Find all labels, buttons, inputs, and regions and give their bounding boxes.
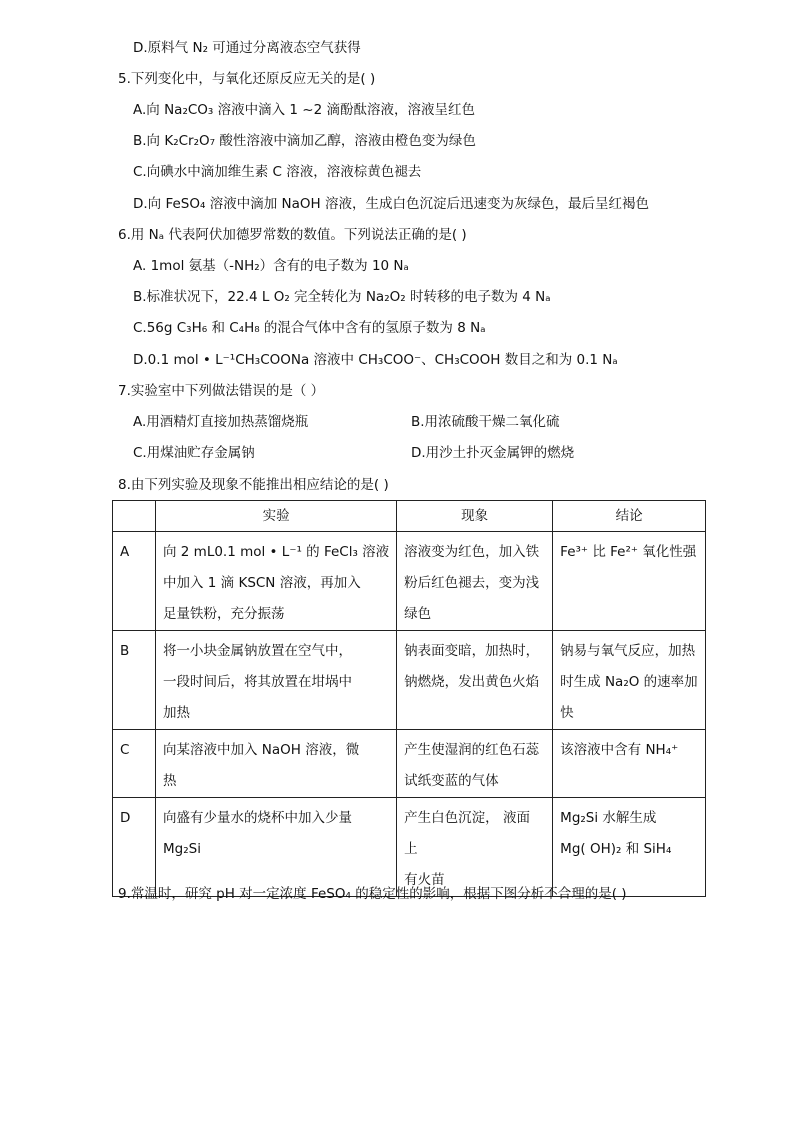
cell-line: 向盛有少量水的烧杯中加入少量 <box>163 810 352 826</box>
cell-line: 粉后红色褪去，变为浅 <box>404 575 540 591</box>
cell-line: 加热 <box>163 705 190 721</box>
table-row <box>113 631 706 730</box>
phenomenon-cell <box>397 730 553 798</box>
question-6-stem: 6.用 Nₐ 代表阿伏加德罗常数的数值。下列说法正确的是( ) <box>118 227 467 243</box>
table-row <box>113 532 706 631</box>
cell-line: 一段时间后，将其放置在坩埚中 <box>163 674 352 690</box>
header-label <box>113 501 156 532</box>
cell-line: 钠燃烧，发出黄色火焰 <box>404 674 540 690</box>
row-label: B <box>113 631 156 730</box>
table-row <box>113 730 706 798</box>
cell-line: 中加入 1 滴 KSCN 溶液，再加入 <box>163 575 361 591</box>
experiment-cell <box>156 730 397 798</box>
cell-line: Mg₂Si 水解生成 <box>560 810 657 826</box>
cell-line: 将一小块金属钠放置在空气中， <box>163 643 352 659</box>
question-7-option-c: C.用煤油贮存金属钠 <box>133 445 255 461</box>
table-header-row <box>113 501 706 532</box>
question-7-option-a: A.用酒精灯直接加热蒸馏烧瓶 <box>133 414 309 430</box>
question-6-option-b: B.标准状况下，22.4 L O₂ 完全转化为 Na₂O₂ 时转移的电子数为 4 Nₐ <box>133 289 551 305</box>
question-5-option-a: A.向 Na₂CO₃ 溶液中滴入 1 ~2 滴酚酞溶液，溶液呈红色 <box>133 102 475 118</box>
cell-line: 向 2 mL0.1 mol • L⁻¹ 的 FeCl₃ 溶液 <box>163 544 390 560</box>
question-8-stem: 8.由下列实验及现象不能推出相应结论的是( ) <box>118 477 389 493</box>
phenomenon-cell <box>397 631 553 730</box>
cell-line: 该溶液中含有 NH₄⁺ <box>560 742 679 758</box>
conclusion-cell <box>553 798 706 897</box>
question-6-option-d: D.0.1 mol • L⁻¹CH₃COONa 溶液中 CH₃COO⁻、CH₃COOH 数目之和为 0.1 Nₐ <box>133 352 618 368</box>
experiment-cell <box>156 532 397 631</box>
question-9-stem: 9.常温时，研究 pH 对一定浓度 FeSO₄ 的稳定性的影响，根据下图分析不合理的是( ) <box>118 886 627 902</box>
cell-line: 上 <box>404 841 418 857</box>
question-5-option-c: C.向碘水中滴加维生素 C 溶液，溶液棕黄色褪去 <box>133 164 422 180</box>
header-phenomenon: 现象 <box>397 501 553 532</box>
cell-line: 足量铁粉，充分振荡 <box>163 606 285 622</box>
cell-line: 时生成 Na₂O 的速率加 <box>560 674 698 690</box>
experiment-table <box>112 500 706 897</box>
row-label: A <box>113 532 156 631</box>
question-5-option-b: B.向 K₂Cr₂O₇ 酸性溶液中滴加乙醇，溶液由橙色变为绿色 <box>133 133 476 149</box>
cell-line: 试纸变蓝的气体 <box>404 773 499 789</box>
table-row <box>113 798 706 897</box>
conclusion-cell <box>553 730 706 798</box>
conclusion-cell <box>553 532 706 631</box>
experiment-cell <box>156 798 397 897</box>
question-7-stem: 7.实验室中下列做法错误的是（ ） <box>118 383 325 399</box>
question-5-option-d: D.向 FeSO₄ 溶液中滴加 NaOH 溶液，生成白色沉淀后迅速变为灰绿色，最后呈红褐色 <box>133 196 649 212</box>
question-6-option-a: A. 1mol 氨基（-NH₂）含有的电子数为 10 Nₐ <box>133 258 409 274</box>
cell-line: 产生使湿润的红色石蕊 <box>404 742 540 758</box>
cell-line: 钠易与氧气反应，加热 <box>560 643 696 659</box>
header-experiment: 实验 <box>156 501 397 532</box>
conclusion-cell <box>553 631 706 730</box>
experiment-cell <box>156 631 397 730</box>
cell-line: 快 <box>560 705 574 721</box>
header-conclusion: 结论 <box>553 501 706 532</box>
cell-line: 绿色 <box>404 606 432 622</box>
cell-line: 产生白色沉淀， 液面 <box>404 810 530 826</box>
cell-line: 钠表面变暗，加热时， <box>404 643 540 659</box>
question-4-option-d: D.原料气 N₂ 可通过分离液态空气获得 <box>133 40 361 56</box>
question-5-stem: 5.下列变化中，与氧化还原反应无关的是( ) <box>118 71 376 87</box>
phenomenon-cell <box>397 798 553 897</box>
row-label: C <box>113 730 156 798</box>
cell-line: Mg( OH)₂ 和 SiH₄ <box>560 841 672 857</box>
cell-line: 有火苗 <box>404 872 445 888</box>
question-7-option-b: B.用浓硫酸干燥二氧化硫 <box>411 414 560 430</box>
question-6-option-c: C.56g C₃H₆ 和 C₄H₈ 的混合气体中含有的氢原子数为 8 Nₐ <box>133 320 486 336</box>
cell-line: 向某溶液中加入 NaOH 溶液，微 <box>163 742 360 758</box>
question-7-option-d: D.用沙土扑灭金属钾的燃烧 <box>411 445 575 461</box>
cell-line: 热 <box>163 773 177 789</box>
cell-line: Fe³⁺ 比 Fe²⁺ 氧化性强 <box>560 544 697 560</box>
row-label: D <box>113 798 156 897</box>
cell-line: Mg₂Si <box>163 841 201 857</box>
phenomenon-cell <box>397 532 553 631</box>
cell-line: 溶液变为红色，加入铁 <box>404 544 540 560</box>
